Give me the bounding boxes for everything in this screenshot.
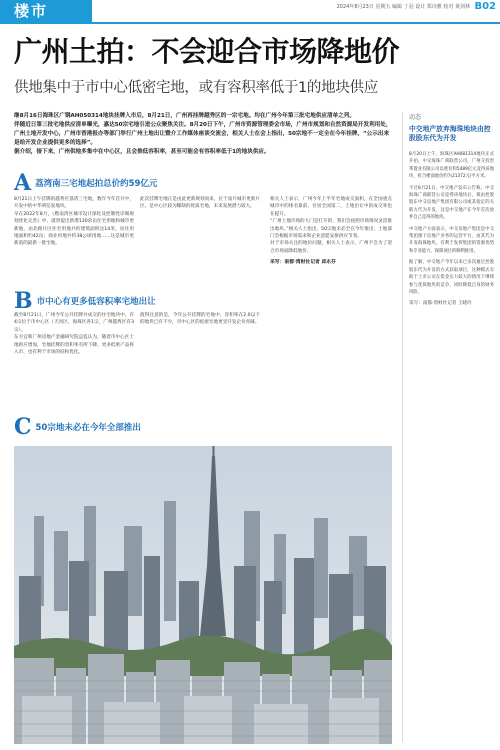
header-rule [0, 22, 500, 24]
sidebar-paragraph: 中交地产方面表示，中交房地产集团是中交集团旗下房地产业务的运营平台，由其代为开发海珠地块，有利于发挥集团的资源优势和专业能力，保障项目的顺利推进。 [409, 226, 494, 254]
section-c-heading [14, 416, 141, 438]
sidebar-paragraph: 不过8月21日，中交地产发布公告称，中交海珠广商联营公司竞得该地块后，拟由控股股东中交房地产集团有限公司或其指定的关联方代为开发，这是中交地产在今年首次放弃自己竞得的地块。 [409, 185, 494, 221]
lead-paragraph: 据介绍，接下来，广州供地多集中在中心区，且会推低容积率，甚至可能会有容积率低于1的地块供应。 [14, 149, 270, 155]
sidebar-news [402, 112, 494, 742]
sidebar-kicker: 动态 [409, 114, 422, 121]
lead-paragraph: 伴随近日第三批宅地供应清单曝光，嘉达50宗宅地引进公众聚焦关注。8月20日下午，广州市资源管理委会市场，广州市规划和自然资源局开发利用处，广州土地开发中心，广州市香港报办等部门举行广州土地出让暨介工作媒体座谈交流会，相关人士在会上指出，50宗地不一定全在今年挂牌，“公示出来是给开发企业提供更多的选择”。 [14, 122, 392, 146]
section-a-col-2: 此次挂牌宅地正是由此更新规划而来，位于南片城市更新片区。是中心区较为稀缺的优质宅地，未来发展潜力较大。 [140, 197, 260, 210]
section-b-col-2: 值得注意的是，今年公开挂牌的宅地中，容积率在2.0以下的地块已有不少，市中心区的低密宅地更受开发企业青睐。 [140, 313, 260, 326]
section-b-col-1: 截至8月21日，广州今年公开挂牌并成交的住宅地块中，有4宗位于市中心区（天河区、海珠区各1宗，广州越秀区有3宗）。 东方宜和广州房地产金融研究院总监认为，随着市中心区土地供应增加，宅地挂牌的容积率有所下降，更多低密产品将入市，也有利于市场的结构优化。 [14, 313, 134, 356]
sidebar-paragraph: 8月20日上午，海珠区AH081314地块正式开拍，中交海珠广商联营公司，广州交投贵邦置业有限公司以底价和5489亿元竞得该地块，折合楼面地价约为21372元/平方米。 [409, 152, 494, 180]
sidebar-paragraph: 据了解，中交地产今年以来已多次通过控股股东代为开发的方式获取项目，这种模式有助于上市公司在资金压力较大的情况下继续参与优质地块的竞争，同时降低自身的财务风险。 [409, 260, 494, 295]
section-letter: B [14, 288, 33, 314]
section-c-right-col: 相关人士表示，广州今年上半年宅地成交面积，在全国重点城市中的排名靠前，位居全国第二，土地出让中的成交率也在提升。 “广州土地市场的大门是打开的，我们会按照市场情况灵活推出地块。”相关人士指出，50宗地未必全在今年推出，土地部门会根据市场需求和企业意愿安排供应节奏。 对于市场关注的地价问题，相关人士表示，广州不会为了迎合市场而降低地价。 采写：南都·湾财社记者 邱永芬 [270, 197, 392, 266]
section-a-col-1: 8月21日上午挂牌的越秀区荔湾三宅地，数年今年首开中，开发中的中华明信发地块。 早在2022年8月，《暨南湾区城市设计深化及控制性详细规划优化完善》中，就曾提出新增130余亩住宅用地和城市更新地，由北路片区住宅用地共约建筑面积达14米，居住用地面积约42亩；商业用地共约38公顷用地……这是城市更新前的最新一批宅地。 [14, 197, 134, 247]
section-title: 荔湾南三宅地起拍总价约59亿元 [35, 179, 158, 189]
section-letter: C [14, 414, 32, 440]
city-skyline-photo [14, 446, 392, 744]
section-label: 楼市 [0, 0, 92, 22]
lead-paragraph: 继8月16日海珠区广钢AH050314地块挂牌入市后，8月21日，广州再挂牌越秀区的一宗宅地。均在广州今年第三批宅地供应清单之列。 [14, 113, 355, 119]
section-b-heading [14, 290, 156, 312]
reporter-credit: 采写：南都·湾财社记者 邱永芬 [270, 260, 336, 266]
page-number: B02 [474, 1, 496, 12]
page-header [0, 0, 500, 22]
issue-meta: 2024年8月23日 星期五 编辑 丁羽 设计 郑诗雅 校对 黄剑林 [336, 4, 470, 10]
headline: 广州土拍：不会迎合市场降地价 [14, 35, 400, 68]
section-letter: A [14, 170, 32, 196]
subheadline: 供地集中于市中心低密宅地，或有容积率低于1的地块供应 [14, 80, 378, 96]
skyline-illustration [14, 446, 392, 744]
section-a-heading [14, 172, 157, 194]
lead-paragraphs [14, 112, 392, 157]
sidebar-credit: 采写：南都·湾财社记者 王晓玲 [409, 301, 472, 307]
section-title: 50宗地未必在今年全部推出 [35, 423, 141, 433]
section-title: 市中心有更多低容积率宅地出让 [36, 297, 156, 307]
sidebar-title: 中交地产放弃海珠地块由控股股东代为开发 [409, 125, 491, 142]
